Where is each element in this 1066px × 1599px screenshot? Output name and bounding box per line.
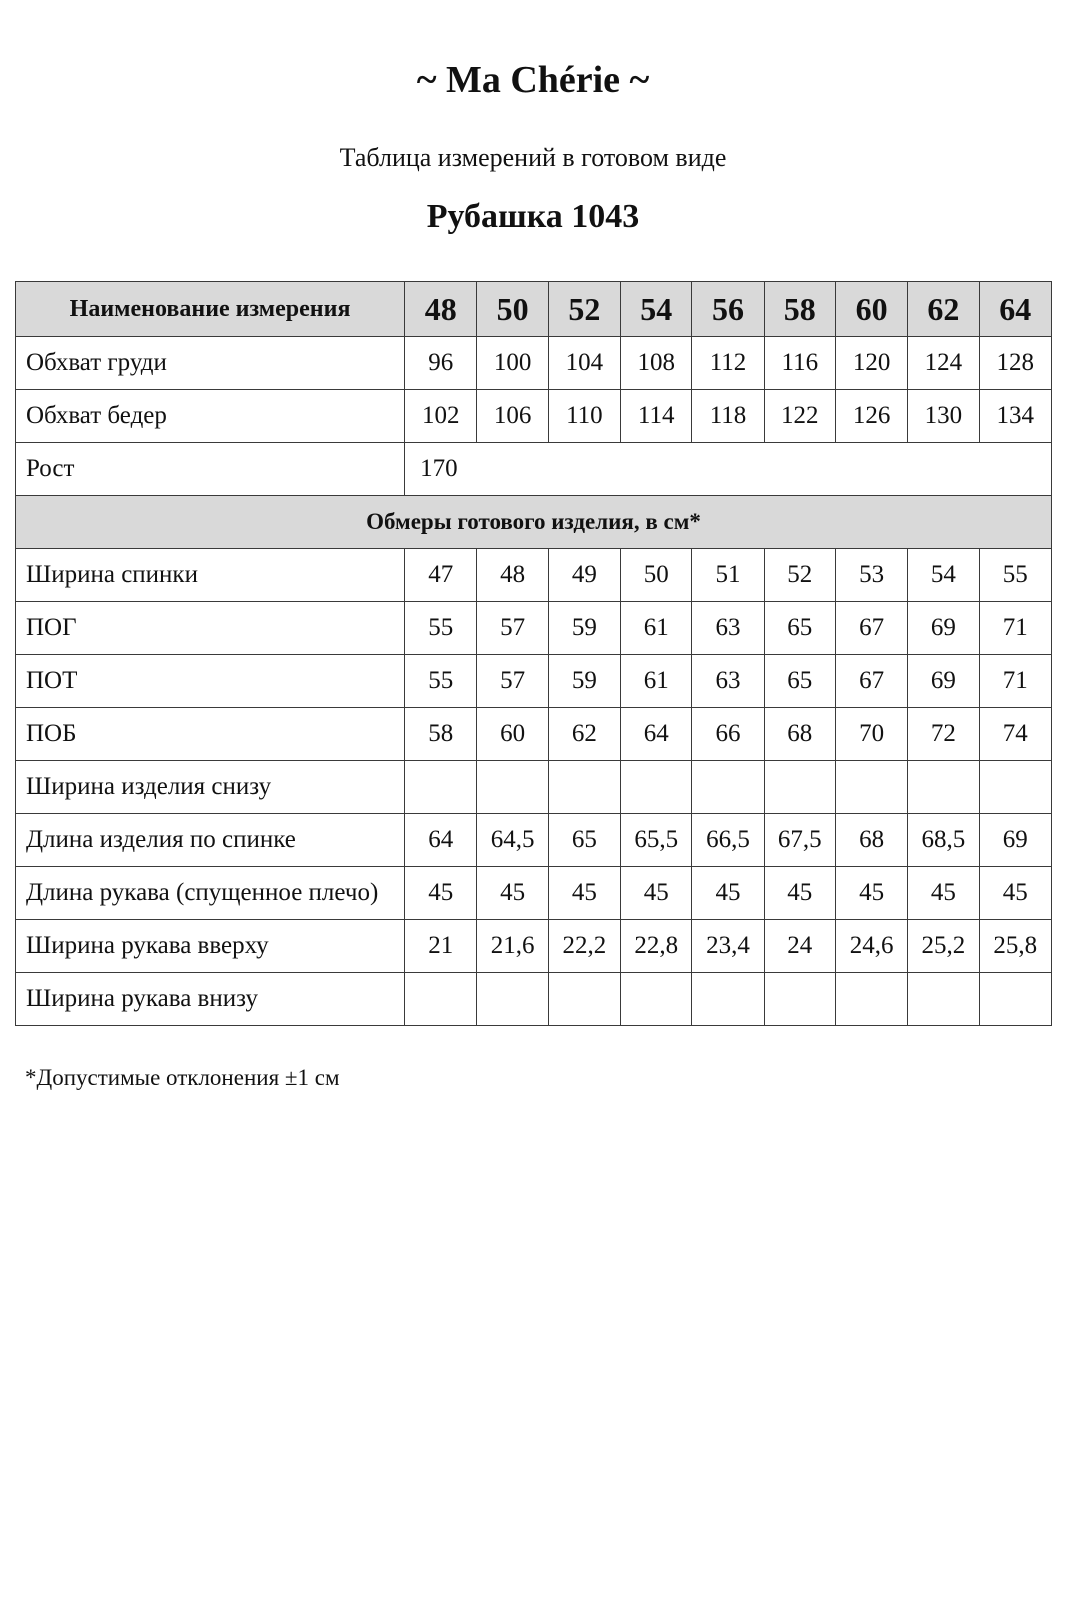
table-row	[16, 867, 1052, 920]
measurement-cell: 104	[548, 337, 620, 390]
measurement-cell	[621, 973, 692, 1026]
table-row	[16, 390, 1052, 443]
measurement-cell: 118	[692, 390, 764, 443]
row-label: Обхват бедер	[16, 390, 405, 443]
measurement-cell: 48	[477, 549, 548, 602]
measurement-cell: 63	[692, 655, 764, 708]
table-row	[16, 655, 1052, 708]
measurement-cell: 96	[405, 337, 477, 390]
brand-title: ~ Ma Chérie ~	[416, 59, 650, 101]
measurement-cell: 45	[908, 867, 979, 920]
measurement-cell	[908, 761, 979, 814]
measurement-cell: 45	[405, 867, 477, 920]
measurement-cell: 71	[979, 655, 1051, 708]
measurement-cell: 52	[764, 549, 835, 602]
row-label: Длина изделия по спинке	[16, 814, 405, 867]
measurement-cell	[764, 761, 835, 814]
measurement-cell: 66	[692, 708, 764, 761]
measurement-cell: 61	[621, 655, 692, 708]
measurement-cell: 65	[764, 602, 835, 655]
row-label: ПОТ	[16, 655, 405, 708]
measurement-cell	[477, 973, 548, 1026]
row-label: Рост	[16, 443, 405, 496]
measurement-cell: 45	[764, 867, 835, 920]
measurement-cell: 45	[835, 867, 907, 920]
measurement-cell: 51	[692, 549, 764, 602]
table-row	[16, 973, 1052, 1026]
measurement-cell: 108	[621, 337, 692, 390]
measurement-cell: 74	[979, 708, 1051, 761]
size-table	[15, 281, 1052, 1026]
measurement-cell: 69	[908, 655, 979, 708]
height-row	[16, 443, 1052, 496]
size-header: 48	[405, 282, 477, 337]
measurement-cell: 124	[908, 337, 979, 390]
measurement-cell	[835, 761, 907, 814]
measurement-cell	[979, 973, 1051, 1026]
table-row	[16, 549, 1052, 602]
measurement-cell: 69	[908, 602, 979, 655]
measurement-cell: 106	[477, 390, 548, 443]
measurement-cell: 23,4	[692, 920, 764, 973]
measurement-cell: 67	[835, 602, 907, 655]
measurement-cell: 45	[621, 867, 692, 920]
measurement-cell: 126	[835, 390, 907, 443]
measurement-cell: 45	[692, 867, 764, 920]
measurement-cell: 59	[548, 655, 620, 708]
measurement-cell: 21,6	[477, 920, 548, 973]
measurement-cell	[764, 973, 835, 1026]
measurement-cell: 66,5	[692, 814, 764, 867]
measurement-cell: 122	[764, 390, 835, 443]
table-row	[16, 602, 1052, 655]
size-header: 50	[477, 282, 548, 337]
row-label: Обхват груди	[16, 337, 405, 390]
measurement-cell: 22,8	[621, 920, 692, 973]
measurement-cell: 65	[764, 655, 835, 708]
measurement-cell: 45	[979, 867, 1051, 920]
table-row	[16, 337, 1052, 390]
measurement-cell: 58	[405, 708, 477, 761]
measurement-cell	[692, 761, 764, 814]
measurement-cell: 61	[621, 602, 692, 655]
measurement-cell	[548, 761, 620, 814]
measurement-cell: 112	[692, 337, 764, 390]
section-title: Обмеры готового изделия, в см*	[16, 496, 1052, 549]
section-header-row	[16, 496, 1052, 549]
measurement-cell: 65	[548, 814, 620, 867]
size-header: 58	[764, 282, 835, 337]
size-header: 56	[692, 282, 764, 337]
measurement-cell: 54	[908, 549, 979, 602]
measurement-cell: 55	[979, 549, 1051, 602]
product-title: Рубашка 1043	[426, 198, 640, 235]
size-header: 52	[548, 282, 620, 337]
measurement-cell: 71	[979, 602, 1051, 655]
table-row	[16, 814, 1052, 867]
measurement-cell: 53	[835, 549, 907, 602]
measurement-cell: 69	[979, 814, 1051, 867]
measurement-cell: 45	[548, 867, 620, 920]
tolerance-footnote: *Допустимые отклонения ±1 см	[25, 1065, 340, 1090]
measurement-cell: 24	[764, 920, 835, 973]
measurement-cell: 59	[548, 602, 620, 655]
measurement-cell: 134	[979, 390, 1051, 443]
size-header: 62	[908, 282, 979, 337]
measurement-cell: 68	[764, 708, 835, 761]
measurement-cell	[621, 761, 692, 814]
measurement-cell: 50	[621, 549, 692, 602]
measurement-cell: 70	[835, 708, 907, 761]
measurement-cell: 114	[621, 390, 692, 443]
measurement-cell: 102	[405, 390, 477, 443]
measurement-cell: 55	[405, 655, 477, 708]
measurement-cell	[692, 973, 764, 1026]
row-label: Ширина рукава вверху	[16, 920, 405, 973]
measurement-cell	[405, 761, 477, 814]
measurement-cell: 24,6	[835, 920, 907, 973]
measurement-cell: 55	[405, 602, 477, 655]
measurement-cell	[405, 973, 477, 1026]
measurement-cell: 110	[548, 390, 620, 443]
measurement-cell: 45	[477, 867, 548, 920]
size-header: 60	[835, 282, 907, 337]
measurement-cell	[548, 973, 620, 1026]
table-row	[16, 761, 1052, 814]
measurement-cell: 25,2	[908, 920, 979, 973]
measurement-cell: 120	[835, 337, 907, 390]
measurement-cell: 60	[477, 708, 548, 761]
measurement-cell: 67,5	[764, 814, 835, 867]
measurement-cell: 63	[692, 602, 764, 655]
measurement-cell: 57	[477, 655, 548, 708]
measurement-cell: 47	[405, 549, 477, 602]
size-header: 64	[979, 282, 1051, 337]
measurement-cell: 128	[979, 337, 1051, 390]
measurement-cell	[477, 761, 548, 814]
measurement-cell: 72	[908, 708, 979, 761]
measurement-cell	[908, 973, 979, 1026]
measurement-cell: 64,5	[477, 814, 548, 867]
table-row	[16, 920, 1052, 973]
measurement-cell	[835, 973, 907, 1026]
row-label: ПОБ	[16, 708, 405, 761]
measurement-cell: 130	[908, 390, 979, 443]
header-label: Наименование измерения	[16, 282, 405, 337]
measurement-cell: 65,5	[621, 814, 692, 867]
measurement-cell: 68	[835, 814, 907, 867]
measurement-cell	[979, 761, 1051, 814]
measurement-cell: 116	[764, 337, 835, 390]
size-header: 54	[621, 282, 692, 337]
row-label: Ширина рукава внизу	[16, 973, 405, 1026]
measurement-cell: 67	[835, 655, 907, 708]
measurement-cell: 100	[477, 337, 548, 390]
table-subtitle: Таблица измерений в готовом виде	[339, 143, 727, 172]
row-label: ПОГ	[16, 602, 405, 655]
row-label: Ширина изделия снизу	[16, 761, 405, 814]
measurement-cell: 68,5	[908, 814, 979, 867]
row-label: Ширина спинки	[16, 549, 405, 602]
measurement-cell: 49	[548, 549, 620, 602]
table-row	[16, 708, 1052, 761]
measurement-cell: 22,2	[548, 920, 620, 973]
measurement-cell: 57	[477, 602, 548, 655]
measurement-cell: 64	[405, 814, 477, 867]
measurement-cell: 64	[621, 708, 692, 761]
measurement-cell: 21	[405, 920, 477, 973]
measurement-cell: 25,8	[979, 920, 1051, 973]
measurement-cell: 62	[548, 708, 620, 761]
table-header-row	[16, 282, 1052, 337]
row-label: Длина рукава (спущенное плечо)	[16, 867, 405, 920]
height-value: 170	[405, 443, 1052, 496]
